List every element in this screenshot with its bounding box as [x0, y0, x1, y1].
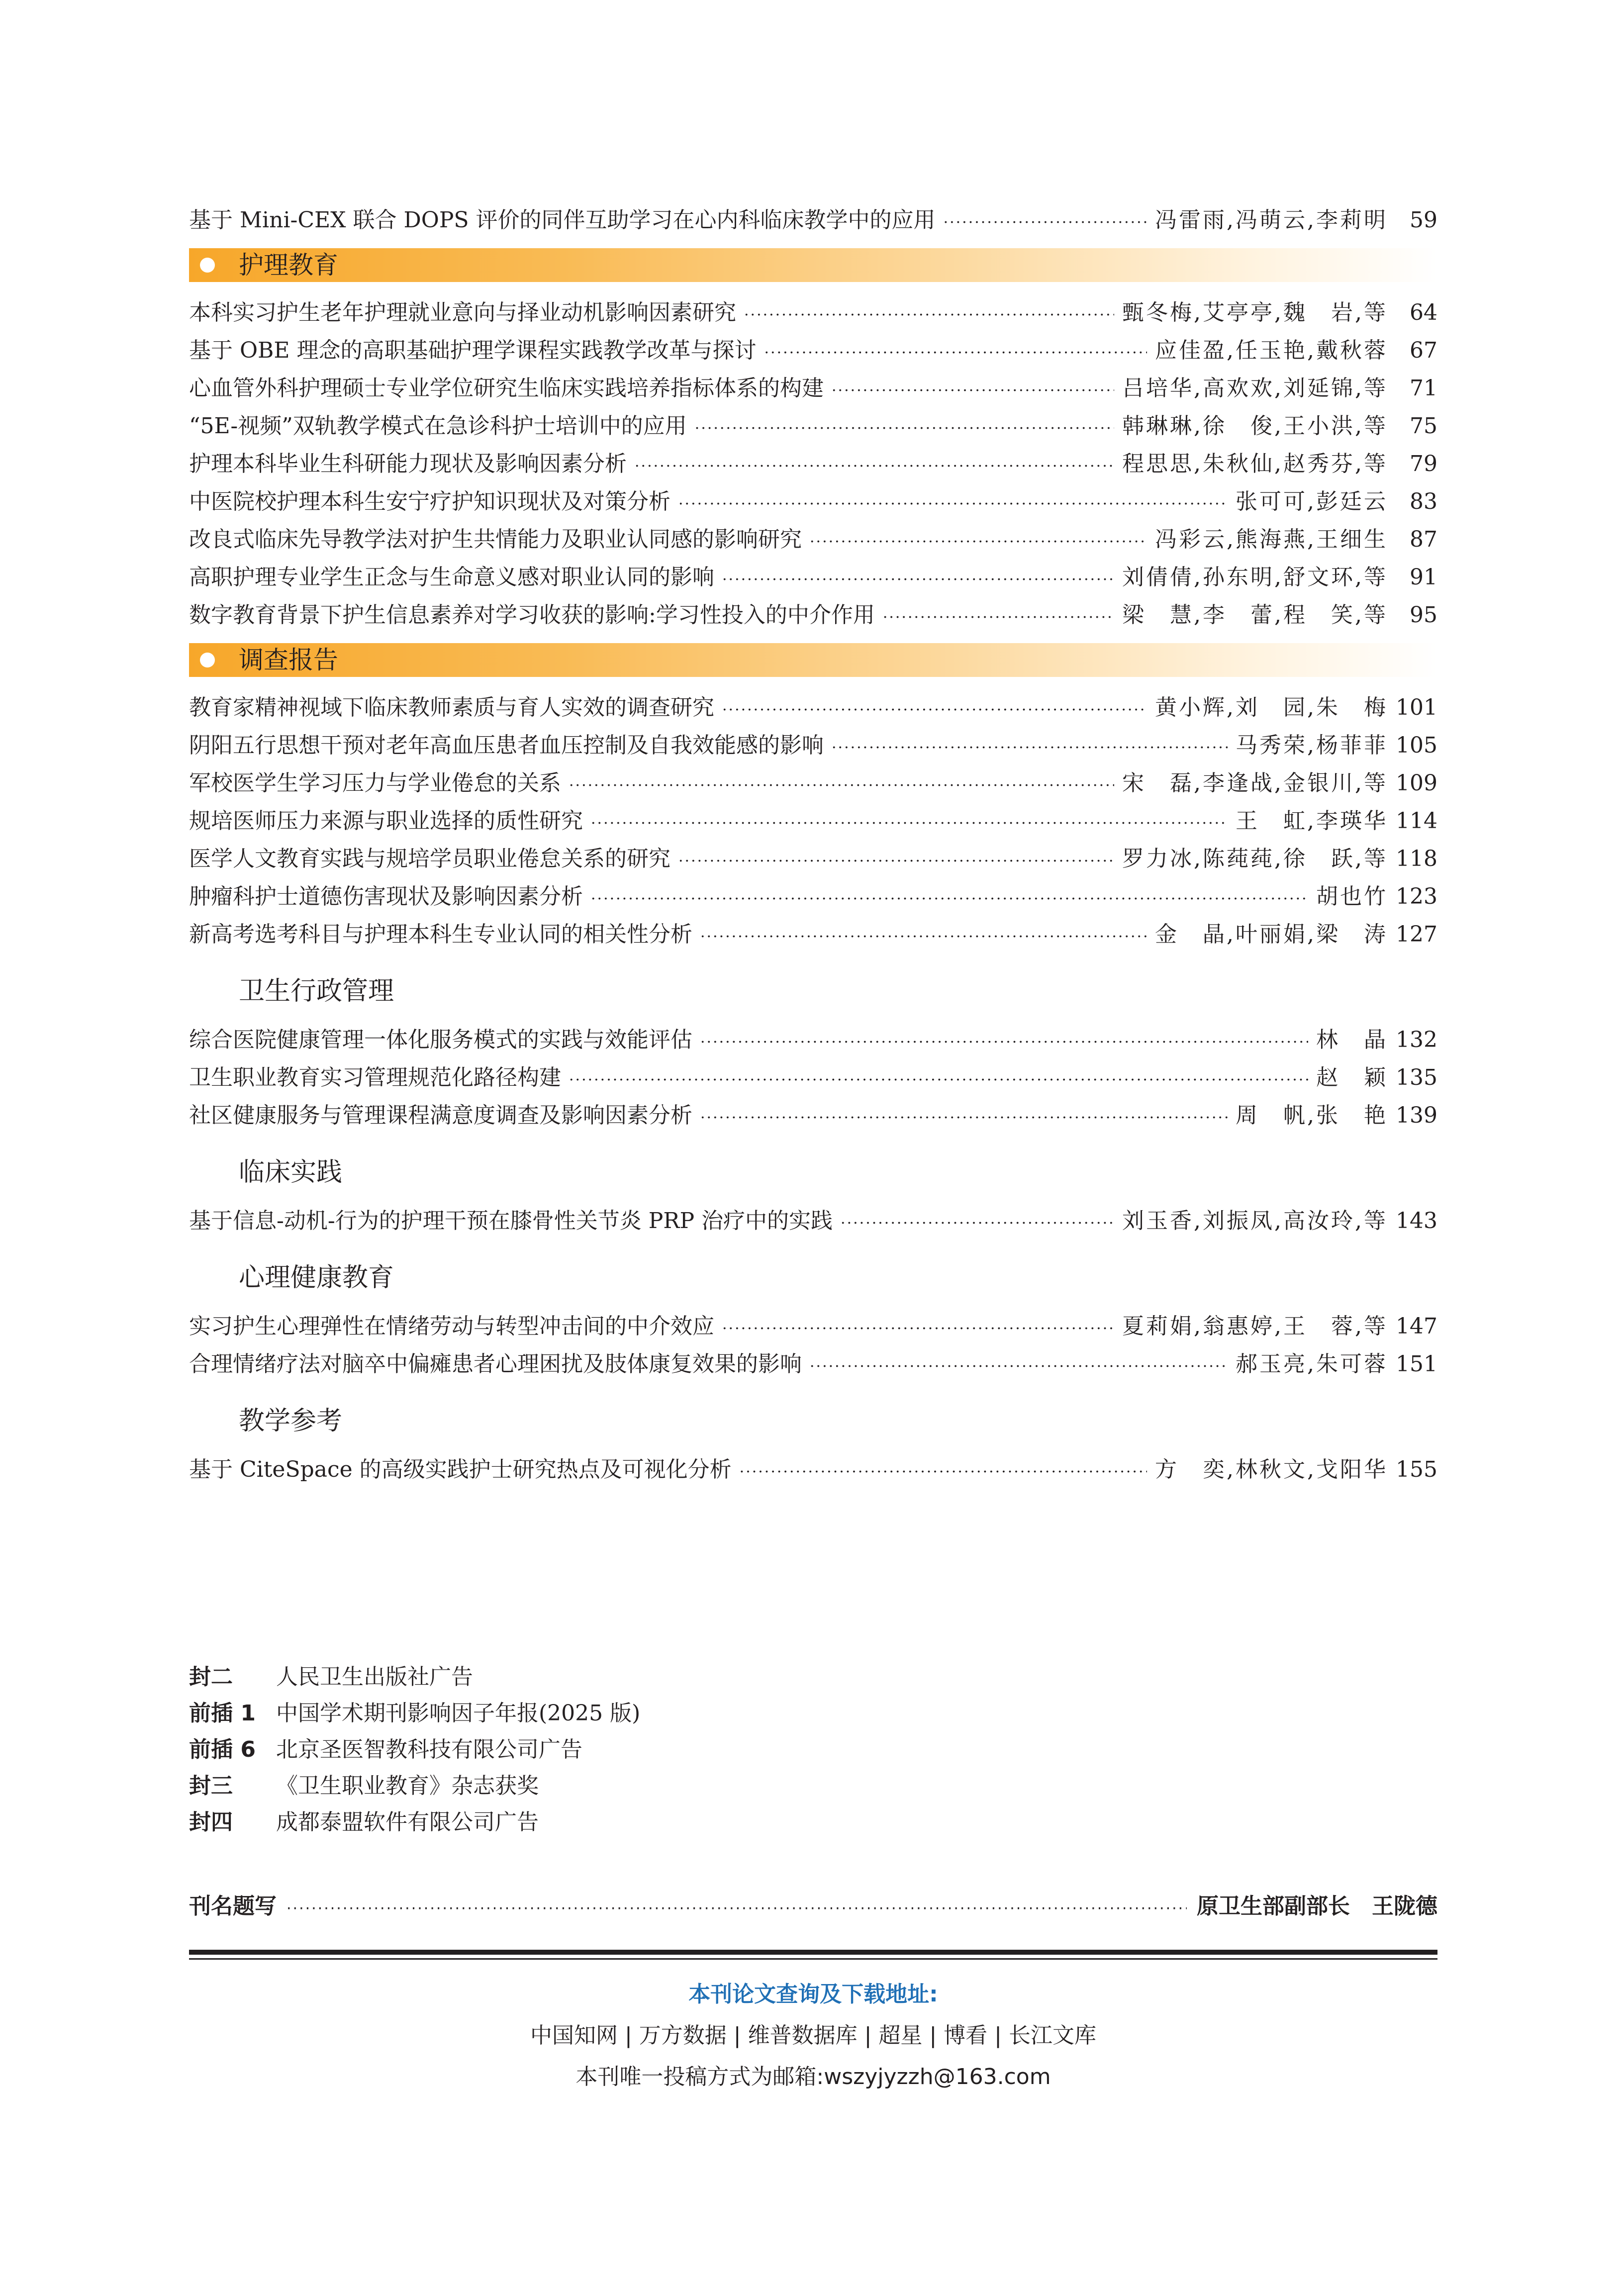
entry-title: 综合医院健康管理一体化服务模式的实践与效能评估 [189, 1027, 692, 1052]
entry-page: 64 [1410, 300, 1437, 325]
toc-content [189, 201, 1437, 1489]
toc-entry[interactable] [189, 1021, 1437, 1059]
dot-leader [722, 691, 1147, 729]
dot-leader [678, 485, 1228, 523]
entry-page: 135 [1396, 1065, 1437, 1090]
toc-entry[interactable] [189, 1097, 1437, 1135]
dot-leader [569, 767, 1114, 805]
toc-entry[interactable] [189, 294, 1437, 332]
calligraphy-credit [189, 1888, 1437, 1925]
dot-leader [700, 1024, 1308, 1061]
toc-entry[interactable] [189, 559, 1437, 596]
toc-entry[interactable] [189, 1059, 1437, 1097]
toc-entry[interactable] [189, 370, 1437, 407]
entry-title: 基于信息-动机-行为的护理干预在膝骨性关节炎 PRP 治疗中的实践 [189, 1208, 833, 1234]
entry-page: 139 [1396, 1103, 1437, 1128]
bullet-dot-icon [200, 653, 215, 667]
entry-authors: 冯雷雨,冯萌云,李莉明 [1155, 207, 1388, 233]
divider-thick [189, 1950, 1437, 1955]
entry-authors: 冯彩云,熊海燕,王细生 [1155, 527, 1388, 552]
entry-authors: 金 晶,叶丽娟,梁 涛 [1155, 922, 1388, 947]
dot-leader [635, 448, 1114, 485]
entry-page: 87 [1410, 527, 1437, 552]
entry-page: 105 [1396, 733, 1437, 758]
dot-leader [810, 1348, 1228, 1386]
section-band-nursing-education [189, 248, 1437, 282]
dot-leader [832, 729, 1228, 767]
entry-authors: 黄小辉,刘 园,朱 梅 [1155, 695, 1388, 720]
entry-authors: 甄冬梅,艾亭亭,魏 岩,等 [1122, 300, 1388, 325]
entry-title: 教育家精神视域下临床教师素质与育人实效的调查研究 [189, 695, 714, 720]
entry-title: 改良式临床先导教学法对护生共情能力及职业认同感的影响研究 [189, 527, 802, 552]
dot-leader [695, 410, 1114, 448]
dot-leader [744, 296, 1114, 334]
entry-authors: 吕培华,高欢欢,刘延锦,等 [1122, 376, 1388, 401]
entry-authors: 林 晶 [1316, 1027, 1388, 1052]
dot-leader [832, 372, 1114, 410]
insert-value: 《卫生职业教育》杂志获奖 [276, 1773, 539, 1799]
dot-leader [700, 1099, 1228, 1137]
entry-authors: 周 帆,张 艳 [1236, 1103, 1388, 1128]
calligraphy-label: 刊名题写 [189, 1894, 277, 1919]
section-heading: 心理健康教育 [239, 1263, 394, 1293]
insert-key: 封三 [189, 1773, 233, 1799]
entry-authors: 张可可,彭廷云 [1236, 489, 1388, 514]
entry-title: 高职护理专业学生正念与生命意义感对职业认同的影响 [189, 565, 714, 590]
toc-entry[interactable] [189, 407, 1437, 445]
entry-page: 109 [1396, 770, 1437, 796]
toc-entry[interactable] [189, 764, 1437, 802]
dot-leader [591, 805, 1228, 843]
insert-value: 人民卫生出版社广告 [276, 1664, 473, 1690]
insert-key: 前插 6 [189, 1737, 256, 1762]
entry-page: 91 [1410, 565, 1437, 590]
entry-title: 心血管外科护理硕士专业学位研究生临床实践培养指标体系的构建 [189, 376, 824, 401]
section-heading: 卫生行政管理 [239, 976, 394, 1006]
entry-authors: 梁 慧,李 蕾,程 笑,等 [1122, 602, 1388, 628]
dot-leader [287, 1890, 1187, 1928]
entry-authors: 应佳盈,任玉艳,戴秋蓉 [1155, 338, 1388, 363]
insert-key: 封四 [189, 1809, 233, 1835]
entry-authors: 罗力冰,陈莼莼,徐 跃,等 [1122, 846, 1388, 871]
insert-item [189, 1768, 640, 1804]
entry-title: 肿瘤科护士道德伤害现状及影响因素分析 [189, 884, 583, 909]
entry-authors: 程思思,朱秋仙,赵秀芬,等 [1122, 451, 1388, 476]
insert-value: 北京圣医智教科技有限公司广告 [276, 1737, 582, 1762]
entry-page: 101 [1396, 695, 1437, 720]
entry-title: 基于 OBE 理念的高职基础护理学课程实践教学改革与探讨 [189, 338, 757, 363]
entry-title: 基于 Mini-CEX 联合 DOPS 评价的同伴互助学习在心内科临床教学中的应用 [189, 207, 936, 233]
entry-page: 143 [1396, 1208, 1437, 1234]
toc-entry[interactable] [189, 1308, 1437, 1345]
entry-authors: 郝玉亮,朱可蓉 [1236, 1351, 1388, 1377]
insert-key: 前插 1 [189, 1701, 256, 1726]
dot-leader [591, 880, 1308, 918]
section-heading: 临床实践 [239, 1157, 343, 1187]
toc-entry[interactable] [189, 878, 1437, 916]
insert-value: 成都泰盟软件有限公司广告 [276, 1809, 539, 1835]
entry-page: 75 [1410, 413, 1437, 439]
insert-value: 中国学术期刊影响因子年报(2025 版) [276, 1701, 641, 1726]
dot-leader [678, 843, 1114, 880]
insert-item [189, 1804, 640, 1840]
entry-title: 卫生职业教育实习管理规范化路径构建 [189, 1065, 561, 1090]
entry-page: 155 [1396, 1457, 1437, 1482]
toc-entry[interactable] [189, 689, 1437, 727]
entry-page: 83 [1410, 489, 1437, 514]
entry-title: 中医院校护理本科生安宁疗护知识现状及对策分析 [189, 489, 670, 514]
entry-page: 127 [1396, 922, 1437, 947]
insert-item [189, 1659, 640, 1695]
entry-title: 规培医师压力来源与职业选择的质性研究 [189, 808, 583, 834]
dot-leader [722, 1310, 1114, 1348]
section-heading: 护理教育 [239, 251, 338, 280]
footer-title: 本刊论文查询及下载地址: [688, 1982, 938, 2007]
insert-list [189, 1659, 640, 1840]
entry-page: 79 [1410, 451, 1437, 476]
dot-leader [883, 599, 1114, 637]
entry-title: 基于 CiteSpace 的高级实践护士研究热点及可视化分析 [189, 1457, 732, 1482]
entry-authors: 胡也竹 [1316, 884, 1388, 909]
entry-page: 132 [1396, 1027, 1437, 1052]
toc-entry[interactable] [189, 1202, 1437, 1240]
toc-entry[interactable] [189, 802, 1437, 840]
entry-authors: 王 虹,李瑛华 [1236, 808, 1388, 834]
section-heading: 教学参考 [239, 1406, 343, 1436]
dot-leader [722, 561, 1114, 599]
entry-page: 71 [1410, 376, 1437, 401]
toc-entry[interactable] [189, 332, 1437, 370]
dot-leader [700, 918, 1147, 956]
insert-item [189, 1731, 640, 1768]
dot-leader [841, 1205, 1114, 1242]
entry-page: 114 [1396, 808, 1437, 834]
entry-title: 实习护生心理弹性在情绪劳动与转型冲击间的中介效应 [189, 1314, 714, 1339]
entry-authors: 刘倩倩,孙东明,舒文环,等 [1122, 565, 1388, 590]
entry-page: 151 [1396, 1351, 1437, 1377]
footer-email[interactable]: 本刊唯一投稿方式为邮箱:wszyjyzzh@163.com [575, 2064, 1051, 2089]
entry-authors: 夏莉娟,翁惠婷,王 蓉,等 [1122, 1314, 1388, 1339]
entry-page: 67 [1410, 338, 1437, 363]
calligraphy-by: 原卫生部副部长 王陇德 [1197, 1894, 1437, 1919]
entry-title: 护理本科毕业生科研能力现状及影响因素分析 [189, 451, 627, 476]
entry-authors: 宋 磊,李逢战,金银川,等 [1122, 770, 1388, 796]
toc-entry[interactable] [189, 840, 1437, 878]
entry-title: 医学人文教育实践与规培学员职业倦怠关系的研究 [189, 846, 670, 871]
entry-page: 118 [1396, 846, 1437, 871]
insert-item [189, 1695, 640, 1731]
entry-title: 阴阳五行思想干预对老年高血压患者血压控制及自我效能感的影响 [189, 733, 824, 758]
entry-authors: 韩琳琳,徐 俊,王小洪,等 [1122, 413, 1388, 439]
footer-databases: 中国知网 | 万方数据 | 维普数据库 | 超星 | 博看 | 长江文库 [530, 2023, 1096, 2048]
entry-authors: 马秀荣,杨菲菲 [1236, 733, 1388, 758]
entry-page: 59 [1410, 207, 1437, 233]
entry-title: 本科实习护生老年护理就业意向与择业动机影响因素研究 [189, 300, 736, 325]
entry-title: 数字教育背景下护生信息素养对学习收获的影响:学习性投入的中介作用 [189, 602, 875, 628]
toc-entry[interactable] [189, 445, 1437, 483]
toc-entry[interactable] [189, 916, 1437, 953]
section-heading: 调查报告 [239, 646, 338, 674]
insert-key: 封二 [189, 1664, 233, 1690]
section-band-survey-reports [189, 643, 1437, 677]
entry-page: 147 [1396, 1314, 1437, 1339]
entry-authors: 刘玉香,刘振凤,高汝玲,等 [1122, 1208, 1388, 1234]
toc-entry[interactable] [189, 596, 1437, 634]
dot-leader [810, 523, 1147, 561]
toc-entry[interactable] [189, 521, 1437, 559]
entry-title: 合理情绪疗法对脑卒中偏瘫患者心理困扰及肢体康复效果的影响 [189, 1351, 802, 1377]
dot-leader [764, 334, 1147, 372]
toc-entry[interactable] [189, 1451, 1437, 1489]
bullet-dot-icon [200, 258, 215, 273]
toc-entry[interactable] [189, 483, 1437, 521]
dot-leader [944, 204, 1147, 242]
entry-page: 123 [1396, 884, 1437, 909]
entry-page: 95 [1410, 602, 1437, 628]
entry-title: 军校医学生学习压力与学业倦怠的关系 [189, 770, 561, 796]
dot-leader [569, 1061, 1308, 1099]
toc-entry[interactable] [189, 1345, 1437, 1383]
toc-entry[interactable] [189, 727, 1437, 764]
divider-thin [189, 1958, 1437, 1960]
toc-entry[interactable] [189, 201, 1437, 239]
entry-title: “5E-视频”双轨教学模式在急诊科护士培训中的应用 [189, 413, 687, 439]
footer [189, 1975, 1437, 2097]
entry-authors: 方 奕,林秋文,戈阳华 [1155, 1457, 1388, 1482]
entry-title: 新高考选考科目与护理本科生专业认同的相关性分析 [189, 922, 692, 947]
entry-authors: 赵 颖 [1316, 1065, 1388, 1090]
entry-title: 社区健康服务与管理课程满意度调查及影响因素分析 [189, 1103, 692, 1128]
dot-leader [740, 1453, 1147, 1491]
